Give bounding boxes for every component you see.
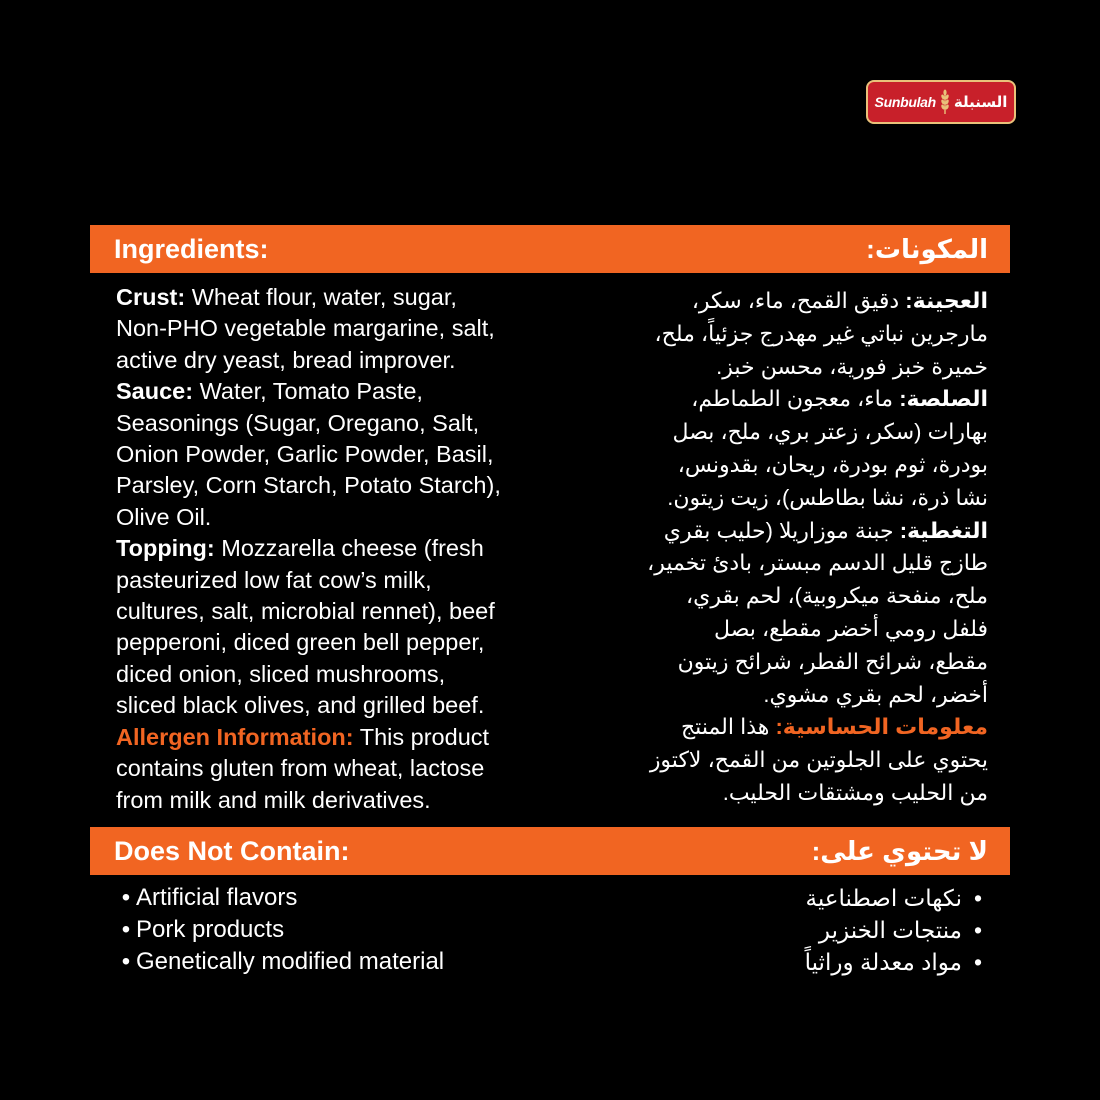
sauce-line: Parsley, Corn Starch, Potato Starch), <box>116 472 501 499</box>
allergen-label-ar: معلومات الحساسية: <box>775 714 988 740</box>
does-not-contain-title-ar: لا تحتوي على: <box>811 835 988 866</box>
crust-line-ar: مارجرين نباتي غير مهدرج جزئياً، ملح، <box>654 320 988 346</box>
sauce-line: Onion Powder, Garlic Powder, Basil, <box>116 441 494 468</box>
crust-line-ar: العجينة: دقيق القمح، ماء، سكر، <box>691 288 988 313</box>
wheat-icon <box>940 89 950 115</box>
logo-text-en: Sunbulah <box>874 94 936 110</box>
sauce-line: Olive Oil. <box>116 503 212 530</box>
does-not-contain-list-en <box>116 882 576 978</box>
ingredients-title-en: Ingredients: <box>114 233 269 264</box>
topping-line: Topping: Mozzarella cheese (fresh <box>116 535 484 562</box>
list-item-ar: • نكهات اصطناعية <box>568 882 988 914</box>
crust-label: Crust: <box>116 284 186 310</box>
sauce-label: Sauce: <box>116 378 194 405</box>
crust-line: active dry yeast, bread improver. <box>116 346 456 373</box>
crust-line: Crust: Wheat flour, water, sugar, <box>116 284 457 310</box>
does-not-contain-header-band <box>90 827 1010 875</box>
list-item-ar: • مواد معدلة وراثياً <box>568 946 988 978</box>
topping-line: pasteurized low fat cow’s milk, <box>116 566 432 593</box>
does-not-contain-list-ar <box>568 882 988 978</box>
topping-line-ar: مقطع، شرائح الفطر، شرائح زيتون <box>677 648 988 674</box>
topping-label: Topping: <box>116 535 215 562</box>
sauce-line-ar: نشا ذرة، نشا بطاطس)، زيت زيتون. <box>667 484 988 510</box>
ingredients-text-en <box>116 282 566 816</box>
logo-text-ar: السنبلة <box>953 94 1008 111</box>
topping-line-ar: أخضر، لحم بقري مشوي. <box>763 681 988 707</box>
sauce-line-ar: بودرة، ثوم بودرة، ريحان، بقدونس، <box>677 451 988 477</box>
ingredients-header-band <box>90 225 1010 273</box>
sunbulah-logo <box>866 80 1016 124</box>
ingredients-text-ar <box>548 285 988 810</box>
topping-label-ar: التغطية: <box>899 517 988 543</box>
bullet-icon: • <box>973 917 983 943</box>
bullet-icon: • <box>121 916 131 943</box>
topping-line: sliced black olives, and grilled beef. <box>116 692 485 719</box>
allergen-line-ar: يحتوي على الجلوتين من القمح، لاكتوز <box>649 747 988 773</box>
ingredients-title-ar: المكونات: <box>866 233 988 264</box>
topping-line: cultures, salt, microbial rennet), beef <box>116 598 495 625</box>
allergen-line-ar: معلومات الحساسية: هذا المنتج <box>680 714 988 740</box>
sauce-line: Seasonings (Sugar, Oregano, Salt, <box>116 409 480 436</box>
topping-line-ar: ملح، منفحة ميكروبية)، لحم بقري، <box>686 583 988 609</box>
allergen-line: contains gluten from wheat, lactose <box>116 755 485 782</box>
list-item-ar: • منتجات الخنزير <box>568 914 988 946</box>
topping-line: pepperoni, diced green bell pepper, <box>116 629 485 656</box>
allergen-line: from milk and milk derivatives. <box>116 786 431 813</box>
bullet-icon: • <box>121 884 131 911</box>
crust-label-ar: العجينة: <box>905 288 988 313</box>
allergen-line-ar: من الحليب ومشتقات الحليب. <box>722 779 988 805</box>
allergen-line: Allergen Information: This product <box>116 723 490 750</box>
topping-line-ar: طازج قليل الدسم مبستر، بادئ تخمير، <box>647 550 988 576</box>
sauce-line: Sauce: Water, Tomato Paste, <box>116 378 423 405</box>
sauce-label-ar: الصلصة: <box>899 386 988 412</box>
allergen-label: Allergen Information: <box>116 723 354 750</box>
topping-line-ar: التغطية: جبنة موزاريلا (حليب بقري <box>663 517 988 543</box>
bullet-icon: • <box>973 885 983 911</box>
topping-line: diced onion, sliced mushrooms, <box>116 660 446 687</box>
list-item: • Artificial flavors <box>116 882 576 914</box>
list-item: • Pork products <box>116 914 576 946</box>
sauce-line-ar: بهارات (سكر، زعتر بري، ملح، بصل <box>672 419 988 445</box>
crust-line-ar: خميرة خبز فورية، محسن خبز. <box>716 353 988 379</box>
list-item: • Genetically modified material <box>116 946 576 978</box>
bullet-icon: • <box>121 948 131 975</box>
crust-line: Non-PHO vegetable margarine, salt, <box>116 315 495 342</box>
bullet-icon: • <box>973 949 983 975</box>
sauce-line-ar: الصلصة: ماء، معجون الطماطم، <box>691 386 988 412</box>
does-not-contain-title-en: Does Not Contain: <box>114 835 350 866</box>
topping-line-ar: فلفل رومي أخضر مقطع، بصل <box>714 615 988 641</box>
